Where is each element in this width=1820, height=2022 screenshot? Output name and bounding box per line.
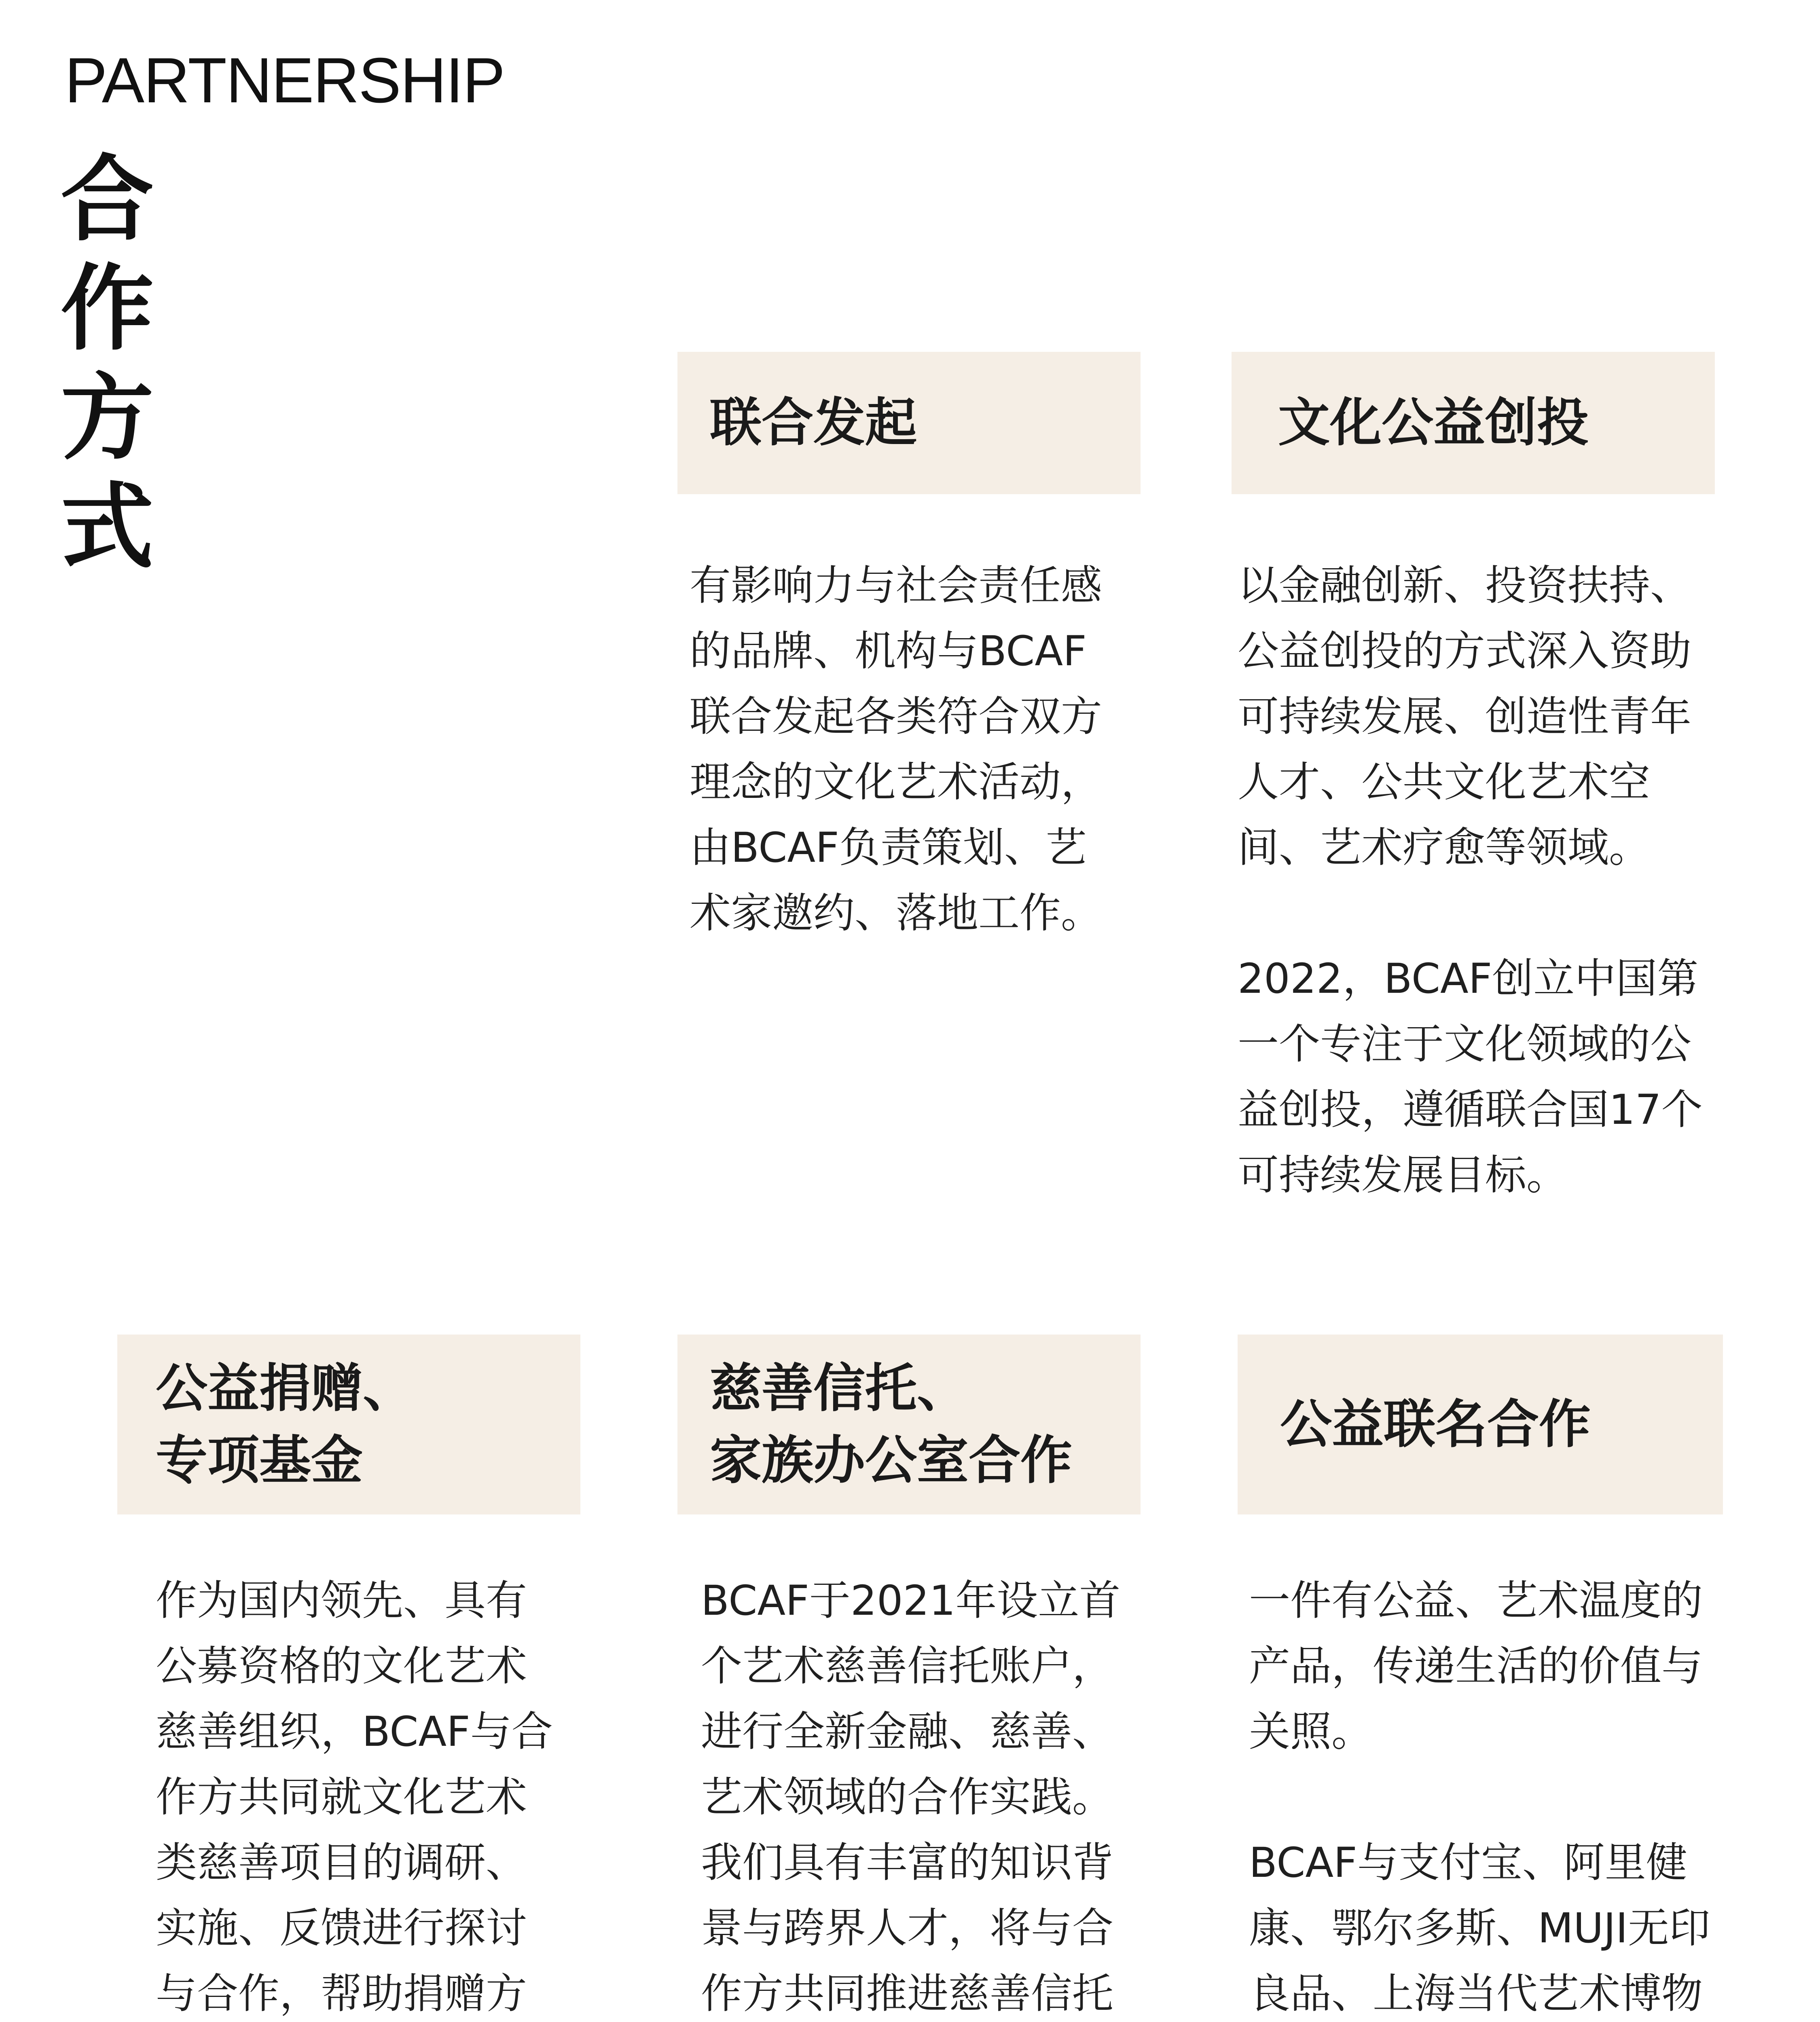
card-title: 慈善信托、 家族办公室合作 — [710, 1358, 1073, 1491]
card-body-venture-philanthropy: 以金融创新、投资扶持、 公益创投的方式深入资助 可持续发展、创造性青年 人才、公共文化艺术空 间、艺术疗愈等领域。 2022，BCAF创立中国第 一个专注于文化领域的公 益创投，遵循联合国17个 可持续发展目标。 — [1238, 562, 1703, 1199]
page-title-en: PARTNERSHIP — [65, 45, 505, 116]
card-title: 联合发起 — [710, 393, 917, 453]
card-title: 公益联名合作 — [1280, 1394, 1591, 1455]
card-header-co-branding — [1238, 1335, 1723, 1514]
card-body-co-branding: 一件有公益、艺术温度的 产品，传递生活的价值与 关照。 BCAF与支付宝、阿里健 康、鄂尔多斯、MUJI无印 良品、上海当代艺术博物 — [1249, 1577, 1710, 2018]
page-title-cn: 合作方式 — [61, 146, 154, 582]
card-body-joint-initiative: 有影响力与社会责任感 的品牌、机构与BCAF 联合发起各类符合双方 理念的文化艺术活动， 由BCAF负责策划、艺 术家邀约、落地工作。 — [690, 562, 1102, 937]
card-body-donation-fund: 作为国内领先、具有 公募资格的文化艺术 慈善组织，BCAF与合 作方共同就文化艺术 类慈善项目的调研、 实施、反馈进行探讨 与合作，帮助捐赠方 — [156, 1577, 553, 2018]
card-header-venture-philanthropy — [1232, 352, 1715, 494]
card-header-joint-initiative — [677, 352, 1141, 494]
card-header-charitable-trust — [677, 1335, 1141, 1514]
card-header-donation-fund — [117, 1335, 580, 1514]
card-title: 文化公益创投 — [1278, 393, 1589, 453]
card-body-charitable-trust: BCAF于2021年设立首 个艺术慈善信托账户， 进行全新金融、慈善、 艺术领域的合作实践。 我们具有丰富的知识背 景与跨界人才，将与合 作方共同推进慈善信托 — [701, 1577, 1121, 2018]
card-title: 公益捐赠、 专项基金 — [156, 1358, 415, 1491]
